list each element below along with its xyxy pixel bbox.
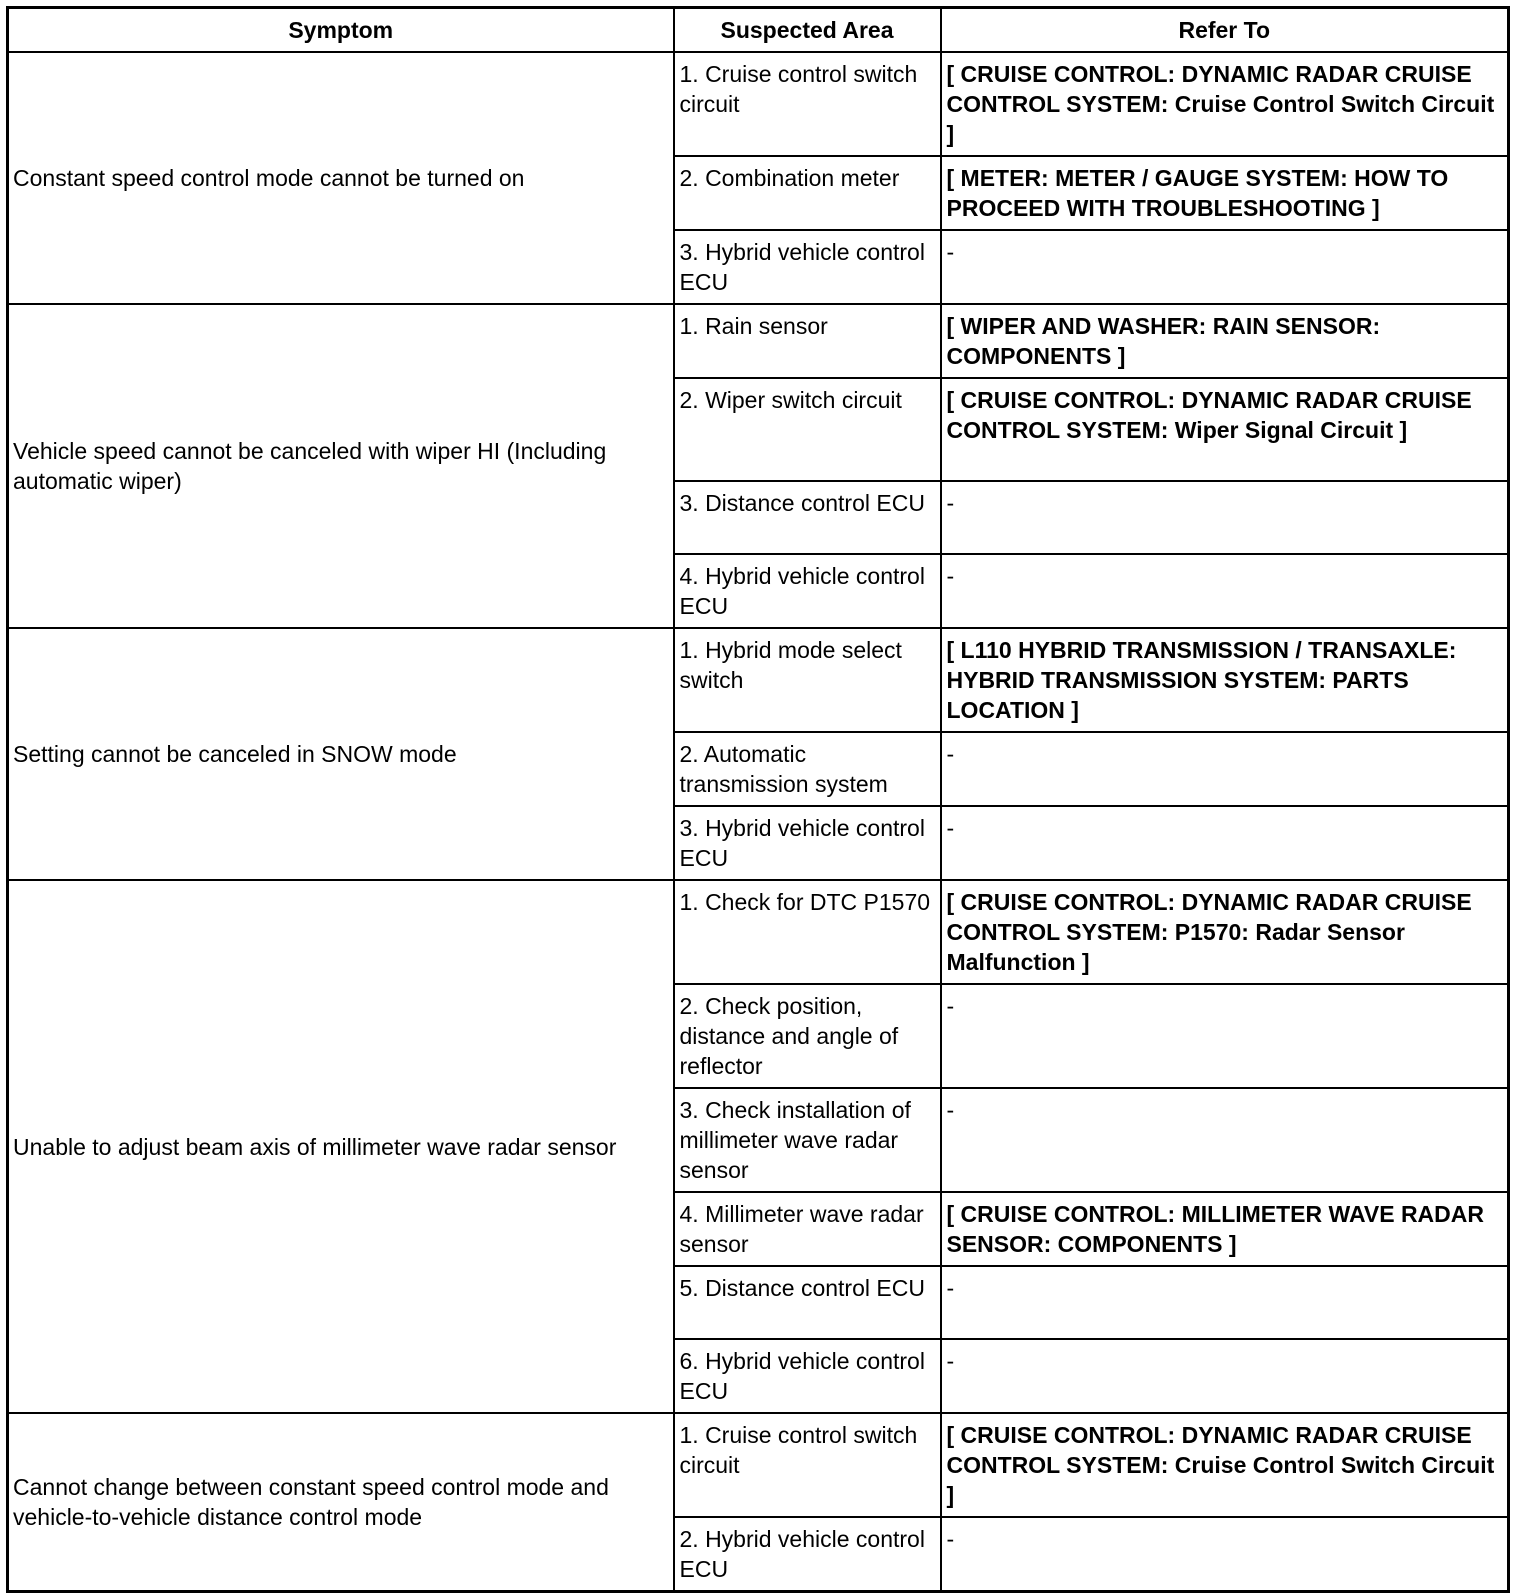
suspected-area-cell: 2. Combination meter <box>674 156 941 230</box>
suspected-area-cell: 2. Hybrid vehicle control ECU <box>674 1517 941 1592</box>
suspected-area-cell: 1. Cruise control switch circuit <box>674 52 941 156</box>
header-symptom: Symptom <box>8 8 674 53</box>
symptom-table <box>6 6 1510 1593</box>
header-suspected-area: Suspected Area <box>674 8 941 53</box>
refer-to-link[interactable]: [ CRUISE CONTROL: DYNAMIC RADAR CRUISE CONTROL SYSTEM: Wiper Signal Circuit ] <box>941 378 1509 481</box>
symptom-cell: Cannot change between constant speed control mode and vehicle-to-vehicle distance control mode <box>8 1413 674 1592</box>
table-row <box>8 304 1509 378</box>
refer-to-link[interactable]: [ CRUISE CONTROL: DYNAMIC RADAR CRUISE CONTROL SYSTEM: Cruise Control Switch Circuit ] <box>941 1413 1509 1517</box>
refer-to-cell: - <box>941 984 1509 1088</box>
refer-to-link[interactable]: [ CRUISE CONTROL: DYNAMIC RADAR CRUISE CONTROL SYSTEM: Cruise Control Switch Circuit ] <box>941 52 1509 156</box>
suspected-area-cell: 2. Check position, distance and angle of reflector <box>674 984 941 1088</box>
header-refer-to: Refer To <box>941 8 1509 53</box>
suspected-area-cell: 3. Hybrid vehicle control ECU <box>674 806 941 880</box>
refer-to-link[interactable]: [ CRUISE CONTROL: MILLIMETER WAVE RADAR SENSOR: COMPONENTS ] <box>941 1192 1509 1266</box>
symptom-cell: Constant speed control mode cannot be turned on <box>8 52 674 304</box>
suspected-area-cell: 3. Distance control ECU <box>674 481 941 554</box>
refer-to-cell: - <box>941 481 1509 554</box>
refer-to-link[interactable]: [ L110 HYBRID TRANSMISSION / TRANSAXLE: HYBRID TRANSMISSION SYSTEM: PARTS LOCATION ] <box>941 628 1509 732</box>
refer-to-cell: - <box>941 806 1509 880</box>
refer-to-cell: - <box>941 732 1509 806</box>
suspected-area-cell: 2. Automatic transmission system <box>674 732 941 806</box>
header-row <box>8 8 1509 53</box>
table-header <box>8 8 1509 53</box>
suspected-area-cell: 5. Distance control ECU <box>674 1266 941 1339</box>
refer-to-cell: - <box>941 1266 1509 1339</box>
suspected-area-cell: 4. Hybrid vehicle control ECU <box>674 554 941 628</box>
symptom-cell: Setting cannot be canceled in SNOW mode <box>8 628 674 880</box>
symptom-cell: Unable to adjust beam axis of millimeter wave radar sensor <box>8 880 674 1413</box>
table-row <box>8 880 1509 984</box>
refer-to-cell: - <box>941 1088 1509 1192</box>
refer-to-link[interactable]: [ CRUISE CONTROL: DYNAMIC RADAR CRUISE CONTROL SYSTEM: P1570: Radar Sensor Malfunction ] <box>941 880 1509 984</box>
refer-to-cell: - <box>941 554 1509 628</box>
suspected-area-cell: 3. Check installation of millimeter wave radar sensor <box>674 1088 941 1192</box>
table-row <box>8 1413 1509 1517</box>
refer-to-cell: - <box>941 1339 1509 1413</box>
refer-to-link[interactable]: [ WIPER AND WASHER: RAIN SENSOR: COMPONENTS ] <box>941 304 1509 378</box>
suspected-area-cell: 3. Hybrid vehicle control ECU <box>674 230 941 304</box>
suspected-area-cell: 2. Wiper switch circuit <box>674 378 941 481</box>
refer-to-cell: - <box>941 230 1509 304</box>
table-row <box>8 628 1509 732</box>
suspected-area-cell: 1. Cruise control switch circuit <box>674 1413 941 1517</box>
suspected-area-cell: 1. Hybrid mode select switch <box>674 628 941 732</box>
suspected-area-cell: 1. Check for DTC P1570 <box>674 880 941 984</box>
suspected-area-cell: 4. Millimeter wave radar sensor <box>674 1192 941 1266</box>
refer-to-link[interactable]: [ METER: METER / GAUGE SYSTEM: HOW TO PROCEED WITH TROUBLESHOOTING ] <box>941 156 1509 230</box>
table-row <box>8 52 1509 156</box>
suspected-area-cell: 1. Rain sensor <box>674 304 941 378</box>
symptom-cell: Vehicle speed cannot be canceled with wiper HI (Including automatic wiper) <box>8 304 674 628</box>
suspected-area-cell: 6. Hybrid vehicle control ECU <box>674 1339 941 1413</box>
table-body <box>8 52 1509 1592</box>
refer-to-cell: - <box>941 1517 1509 1592</box>
